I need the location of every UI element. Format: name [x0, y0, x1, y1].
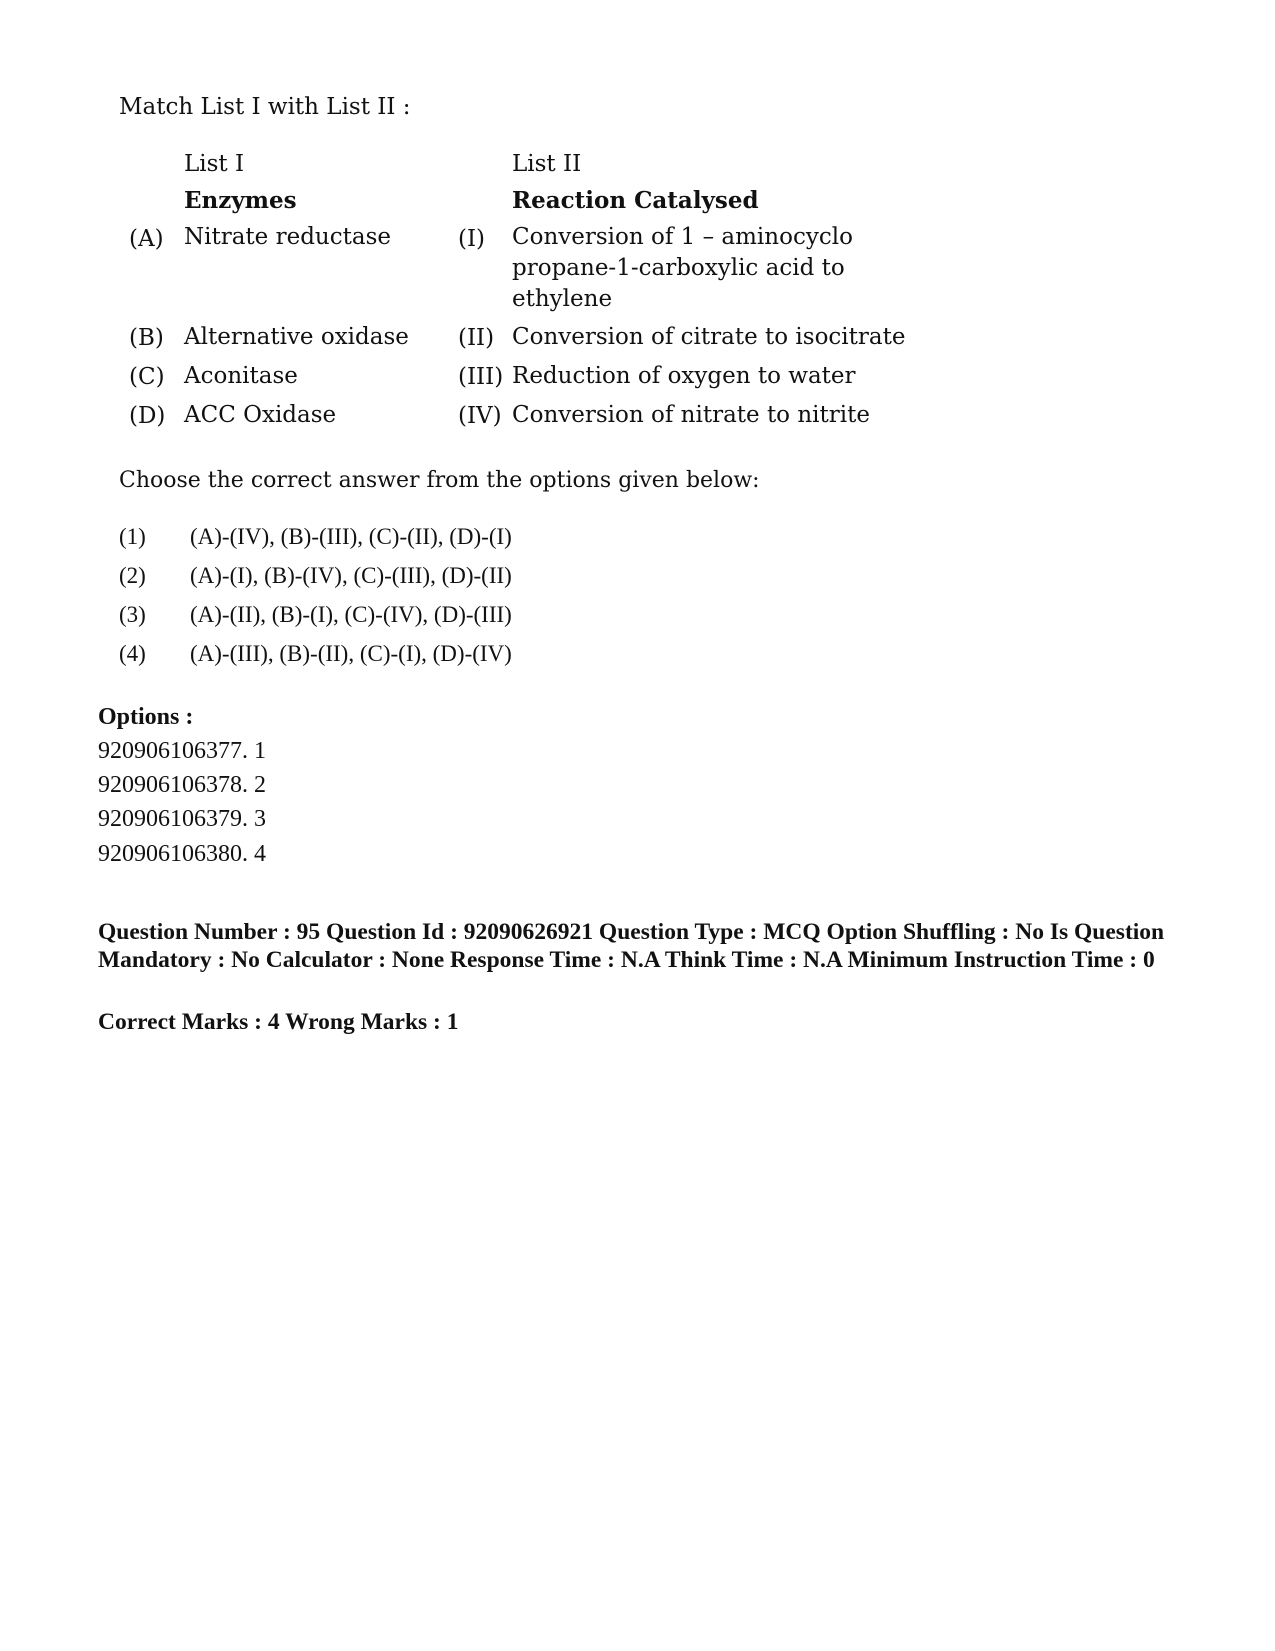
list2-item-line: Reduction of oxygen to water [512, 363, 856, 389]
list2-subheader: Reaction Catalysed [512, 187, 759, 214]
answer-text: (A)-(II), (B)-(I), (C)-(IV), (D)-(III) [190, 602, 512, 627]
option-item: 920906106379. 3 [98, 806, 266, 832]
answer-number: (3) [119, 602, 146, 627]
list2-label: (II) [458, 325, 495, 351]
list2-header: List II [512, 151, 582, 177]
list1-item: Aconitase [184, 363, 298, 389]
list1-label: (A) [129, 226, 164, 252]
answer-number: (2) [119, 563, 146, 588]
option-item: 920906106377. 1 [98, 738, 266, 764]
option-item: 920906106380. 4 [98, 841, 266, 867]
list1-label: (D) [129, 403, 166, 429]
list1-label: (B) [129, 325, 164, 351]
list2-label: (III) [458, 364, 504, 390]
question-marks: Correct Marks : 4 Wrong Marks : 1 [98, 1009, 459, 1035]
list2-item-line: Conversion of nitrate to nitrite [512, 402, 870, 428]
question-intro: Match List I with List II : [119, 94, 411, 120]
option-item: 920906106378. 2 [98, 772, 266, 798]
options-heading: Options : [98, 704, 194, 730]
list2-item-line: Conversion of citrate to isocitrate [512, 324, 906, 350]
list1-header: List I [184, 151, 245, 177]
list1-subheader: Enzymes [184, 187, 297, 214]
answer-number: (1) [119, 524, 146, 549]
list2-item-line: Conversion of 1 – aminocyclo [512, 224, 853, 250]
question-meta: Question Number : 95 Question Id : 92090626921 Question Type : MCQ Option Shuffling : No Is Question Mandatory : No Calculator : None Response Time : N.A Think Time : N.A Minimum Instruction Time : 0 [98, 919, 1165, 973]
list1-item: ACC Oxidase [184, 402, 337, 428]
choose-instruction: Choose the correct answer from the options given below: [119, 468, 760, 493]
list2-label: (I) [458, 226, 486, 252]
list2-label: (IV) [458, 403, 502, 429]
answer-number: (4) [119, 641, 146, 666]
question-image [0, 0, 1275, 700]
answer-text: (A)-(I), (B)-(IV), (C)-(III), (D)-(II) [190, 563, 512, 588]
list1-label: (C) [129, 364, 165, 390]
answer-text: (A)-(III), (B)-(II), (C)-(I), (D)-(IV) [190, 641, 512, 666]
answer-text: (A)-(IV), (B)-(III), (C)-(II), (D)-(I) [190, 524, 512, 549]
list1-item: Alternative oxidase [184, 324, 409, 350]
list2-item-line: propane-1-carboxylic acid to [512, 255, 845, 281]
list1-item: Nitrate reductase [184, 224, 391, 250]
list2-item-line: ethylene [512, 286, 613, 312]
